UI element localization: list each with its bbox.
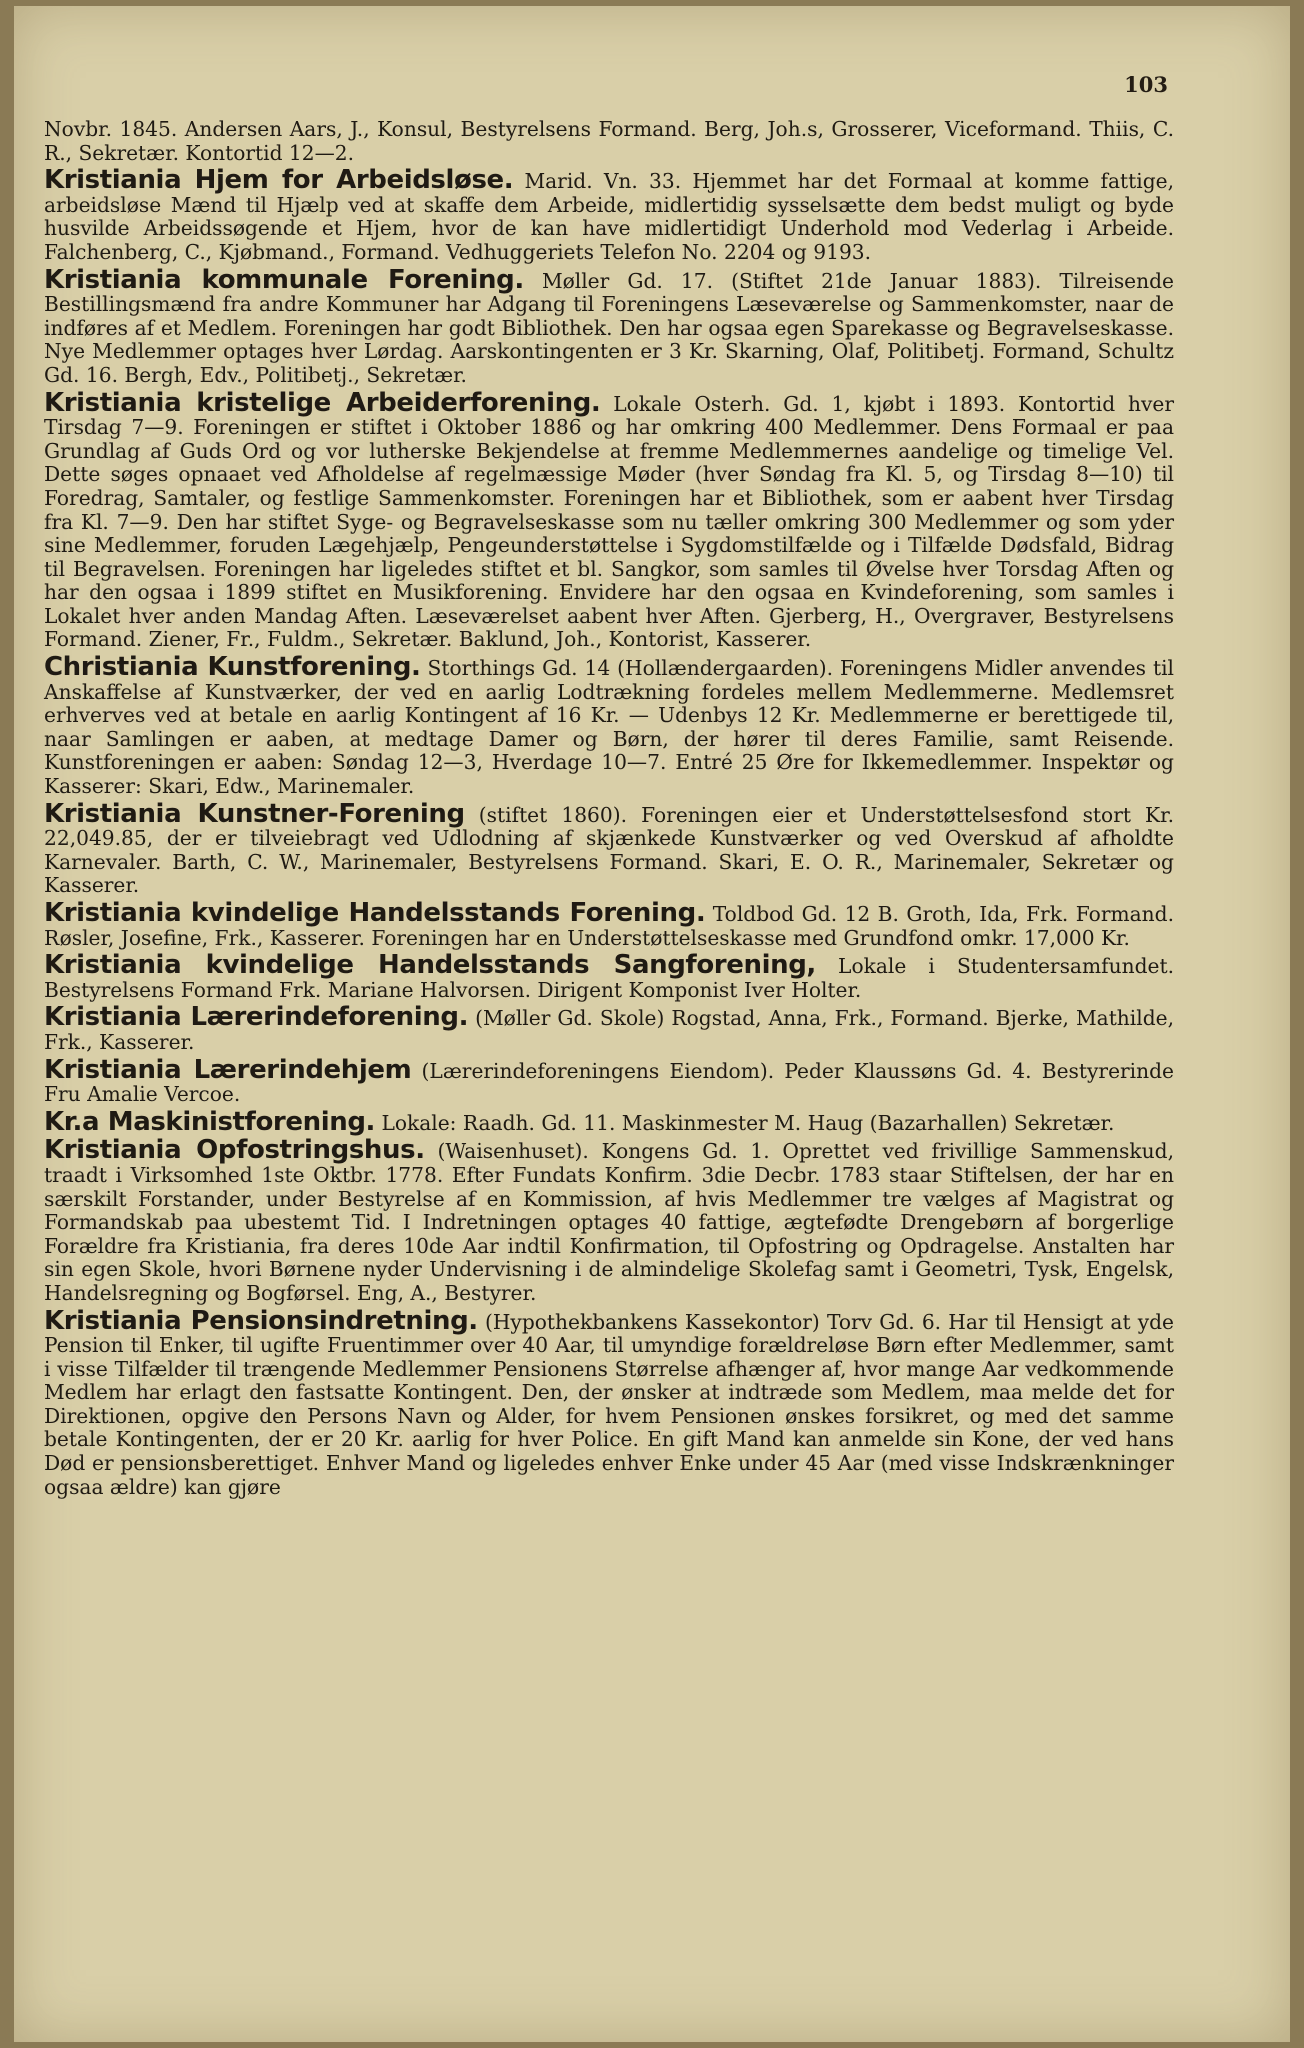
directory-entry — [44, 118, 1174, 165]
directory-entry — [44, 1054, 1174, 1107]
directory-entry — [44, 1106, 1174, 1137]
entry-text: Lokale i Studentersamfundet. Bestyrelsens Formand Frk. Mariane Halvorsen. Dirigent Komponist Iver Holter. — [44, 954, 1174, 1002]
directory-entry — [44, 1002, 1175, 1054]
directory-entry — [44, 264, 1174, 388]
entry-heading: Kristiania Opfostringshus. — [44, 1135, 425, 1166]
entry-text: Møller Gd. 17. (Stiftet 21de Januar 1883). Tilreisende Bestillingsmænd fra andre Kommuner har Adgang til Foreningens Læseværelse og Sammenkomster, naar de indføres af et Medlem. Foreningen har godt Bibliothek. Den har ogsaa egen Sparekasse og Begravelseskasse. Nye Medlemmer optages hver Lørdag. Aarskontingenten er 3 Kr. Skarning, Olaf, Politibetj. Formand, Schultz Gd. 16. Bergh, Edv., Politibetj., Sekretær. — [44, 268, 1174, 387]
entry-heading: Kristiania Kunstner-Forening — [44, 798, 465, 829]
entry-text: (stiftet 1860). Foreningen eier et Understøttelsesfond stort Kr. 22,049.85, der er tilveiebragt ved Udlodning af skjænkede Kunstværker og ved Overskud af afholdte Karnevaler. Barth, C. W., Marinemaler, Bestyrelsens Formand. Skari, E. O. R., Marinemaler, Sekretær og Kasserer. — [44, 802, 1174, 898]
directory-entry — [44, 798, 1174, 898]
entry-text: Lokale Osterh. Gd. 1, kjøbt i 1893. Kontortid hver Tirsdag 7—9. Foreningen er stiftet i Oktober 1886 og har omkring 400 Medlemmer. Dens Formaal er paa Grundlag af Guds Ord og vor lutherske Bekjendelse at fremme Medlemmernes aandelige og timelige Vel. Dette søges opnaaet ved Afholdelse af regelmæssige Møder (hver Søndag fra Kl. 5, og Tirsdag 8—10) til Foredrag, Samtaler, og festlige Sammenkomster. Foreningen har et Bibliothek, som er aabent hver Tirsdag fra Kl. 7—9. Den har stiftet Syge- og Begravelseskasse som nu tæller omkring 300 Medlemmer og som yder sine Medlemmer, foruden Lægehjælp, Pengeunderstøttelse i Sygdomstilfælde og i Tilfælde Dødsfald, Bidrag til Begravelsen. Foreningen har ligeledes stiftet et bl. Sangkor, som samles til Øvelse hver Torsdag Aften og har den ogsaa i 1899 stiftet en Musikforening. Envidere har den ogsaa en Kvindeforening, som samles i Lokalet hver anden Mandag Aften. Læseværelset aabent hver Aften. Gjerberg, H., Overgraver, Bestyrelsens Formand. Ziener, Fr., Fuldm., Sekretær. Baklund, Joh., Kontorist, Kasserer. — [44, 391, 1174, 652]
entry-heading: Kristiania kommunale Forening. — [44, 264, 524, 295]
entry-heading: Kr.a Maskinistforening. — [44, 1106, 376, 1137]
entry-text: Lokale: Raadh. Gd. 11. Maskinmester M. Haug (Bazarhallen) Sekretær. — [381, 1110, 1115, 1135]
entry-text: Toldbod Gd. 12 B. Groth, Ida, Frk. Formand. Røsler, Josefine, Frk., Kasserer. Foreningen har en Understøttelseskasse med Grundfond omkr. 17,000 Kr. — [44, 902, 1174, 950]
book-page — [14, 6, 1290, 2042]
directory-entry — [44, 652, 1174, 799]
page-number: 103 — [1124, 72, 1168, 97]
entry-text: (Hypothekbankens Kassekontor) Torv Gd. 6. Har til Hensigt at yde Pension til Enker, til ugifte Fruentimmer over 40 Aar, til umyndige forældreløse Børn efter Medlemmer, samt i visse Tilfælder til trængende Medlemmer Pensionens Størrelse afhænger af, hvor mange Aar vedkommende Medlem har erlagt den fastsatte Kontingent. Den, der ønsker at indtræde som Medlem, maa melde det for Direktionen, opgive den Persons Navn og Alder, for hvem Pensionen ønskes forsikret, og med det samme betale Kontingenten, der er 20 Kr. aarlig for hver Police. En gift Mand kan anmelde sin Kone, der ved hans Død er pensionsberettiget. Enhver Mand og ligeledes enhver Enke under 45 Aar (med visse Indskrænkninger ogsaa ældre) kan gjøre — [44, 1309, 1174, 1499]
directory-entry — [44, 165, 1174, 264]
entry-heading: Kristiania kvindelige Handelsstands Forening. — [44, 898, 706, 928]
entry-text: Novbr. 1845. Andersen Aars, J., Konsul, Bestyrelsens Formand. Berg, Joh.s, Grosserer, Viceformand. Thiis, C. R., Sekretær. Kontortid 12—2. — [44, 117, 1174, 165]
entry-heading: Kristiania Lærerindehjem — [44, 1054, 412, 1085]
entry-heading: Kristiania Pensionsindretning. — [44, 1305, 478, 1336]
directory-text — [44, 118, 1174, 1499]
directory-entry — [44, 1135, 1174, 1305]
entry-heading: Kristiania kvindelige Handelsstands Sangforening, — [44, 950, 816, 981]
entry-text: (Waisenhuset). Kongens Gd. 1. Oprettet ved frivillige Sammenskud, traadt i Virksomhed 1ste Oktbr. 1778. Efter Fundats Konfirm. 3die Decbr. 1783 staar Stiftelsen, der har en særskilt Forstander, under Bestyrelse af en Kommission, af hvis Medlemmer tre vælges af Magistrat og Formandskab paa ubestemt Tid. I Indretningen optages 40 fattige, ægtefødte Drengebørn af borgerlige Forældre fra Kristiania, fra deres 10de Aar indtil Konfirmation, til Opfostring og Opdragelse. Anstalten har sin egen Skole, hvori Børnene nyder Undervisning i de almindelige Skolefag samt i Geometri, Tysk, Engelsk, Handelsregning og Bogførsel. Eng, A., Bestyrer. — [44, 1139, 1174, 1305]
entry-text: (Møller Gd. Skole) Rogstad, Anna, Frk., Formand. Bjerke, Mathilde, Frk., Kasserer. — [44, 1006, 1175, 1054]
directory-entry — [44, 898, 1174, 950]
entry-heading: Christiania Kunstforening. — [44, 652, 421, 683]
directory-entry — [44, 387, 1174, 653]
directory-entry — [44, 1305, 1174, 1500]
entry-text: (Lærerindeforeningens Eiendom). Peder Klaussøns Gd. 4. Bestyrerinde Fru Amalie Vercoe. — [44, 1058, 1174, 1107]
entry-text: Marid. Vn. 33. Hjemmet har det Formaal at komme fattige, arbeidsløse Mænd til Hjælp ved at skaffe dem Arbeide, midlertidig sysselsætte dem bedst muligt og byde husvilde Arbeidssøgende et Hjem, hvor de kan have midlertidigt Underhold mod Vederlag i Arbeide. Falchenberg, C., Kjøbmand., Formand. Vedhuggeriets Telefon No. 2204 og 9193. — [44, 169, 1174, 264]
entry-heading: Kristiania Hjem for Arbeidsløse. — [44, 165, 514, 196]
entry-heading: Kristiania Lærerindeforening. — [44, 1002, 469, 1033]
entry-text: Storthings Gd. 14 (Hollændergaarden). Foreningens Midler anvendes til Anskaffelse af Kunstværker, der ved en aarlig Lodtrækning fordeles mellem Medlemmerne. Medlemsret erhverves ved at betale en aarlig Kontingent af 16 Kr. — Udenbys 12 Kr. Medlemmerne er berettigede til, naar Samlingen er aaben, at medtage Damer og Børn, der hører til deres Familie, samt Reisende. Kunstforeningen er aaben: Søndag 12—3, Hverdage 10—7. Entré 25 Øre for Ikkemedlemmer. Inspektør og Kasserer: Skari, Edw., Marinemaler. — [44, 656, 1174, 799]
entry-heading: Kristiania kristelige Arbeiderforening. — [44, 387, 601, 418]
directory-entry — [44, 950, 1174, 1002]
